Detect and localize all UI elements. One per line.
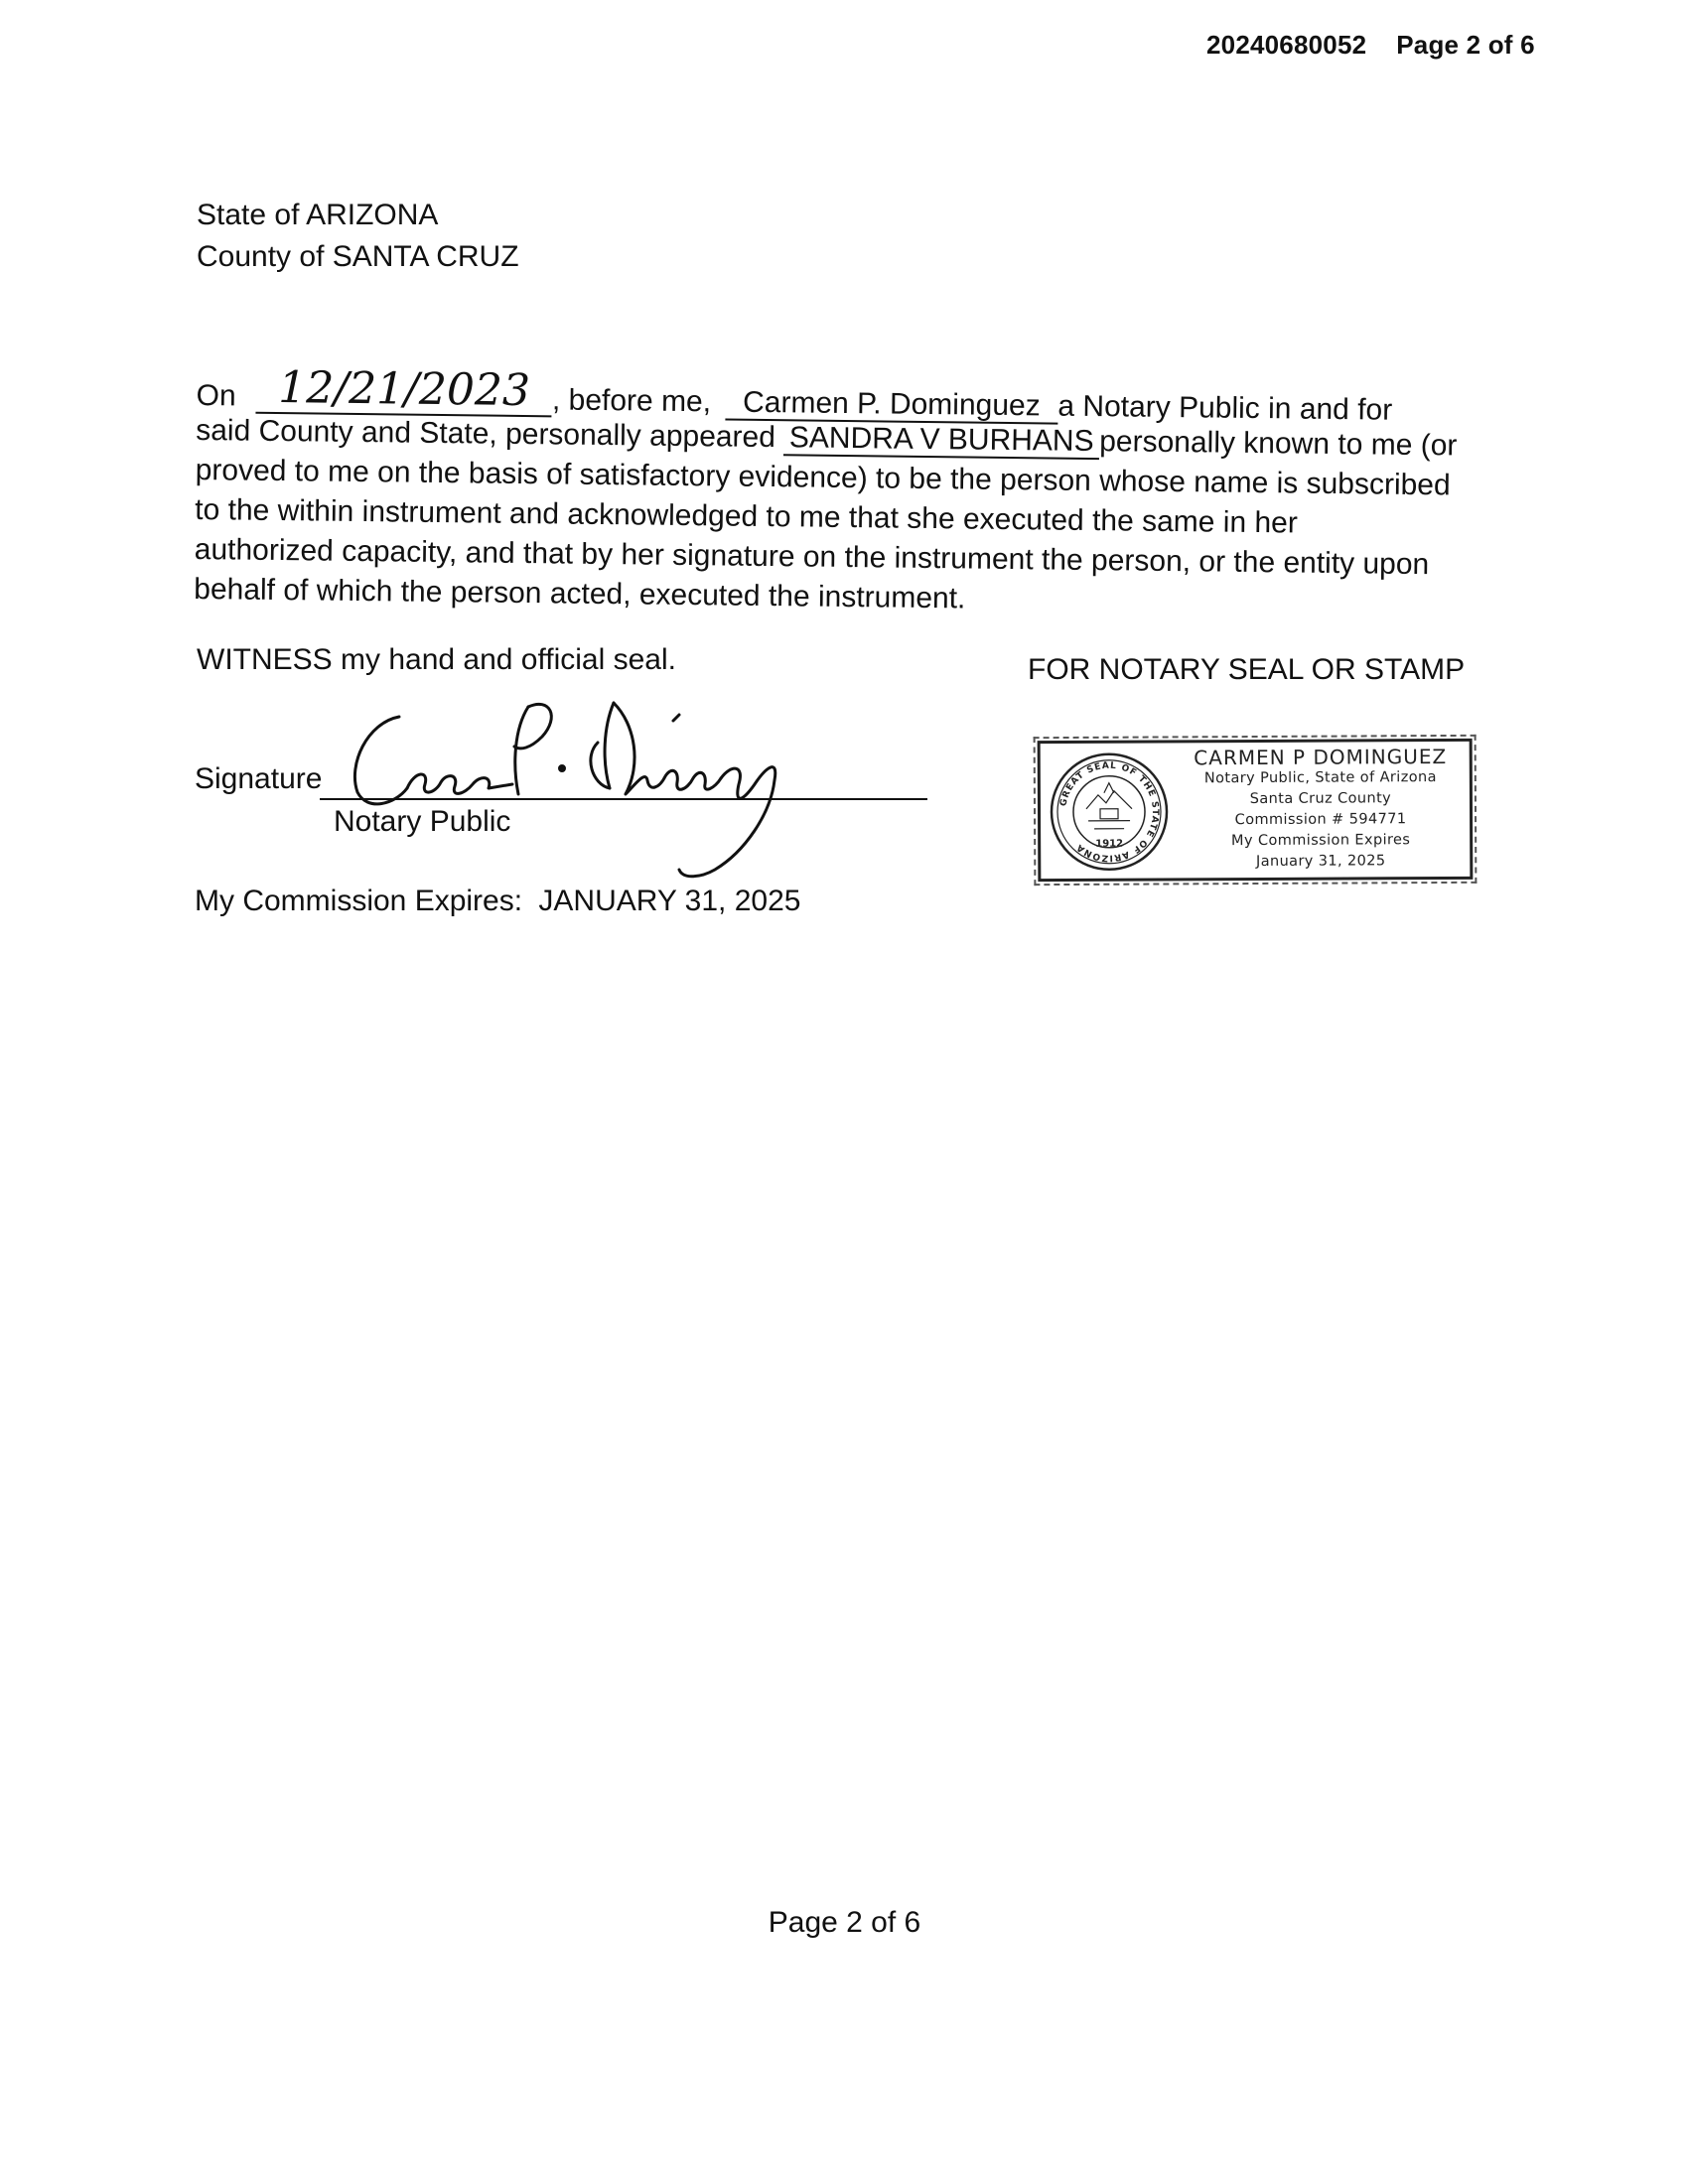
recording-header (1206, 30, 1535, 61)
commission-label: My Commission Expires: (195, 885, 523, 917)
notary-role-text: a Notary Public in and for (1057, 389, 1393, 427)
stamp-commission: Commission # 594771 (1234, 811, 1407, 829)
paragraph-line-5: authorized capacity, and that by her signature on the instrument the person, or the entity upon (194, 532, 1430, 582)
before-me-text: , before me, (551, 383, 712, 419)
footer-page-label: Page 2 of 6 (768, 1906, 921, 1939)
commission-date: JANUARY 31, 2025 (538, 885, 801, 917)
notary-public-label: Notary Public (334, 805, 511, 838)
seal-ring-text: GREAT SEAL OF THE STATE OF ARIZONA (1058, 760, 1161, 863)
header-page-label: Page 2 of 6 (1396, 30, 1535, 60)
witness-line: WITNESS my hand and official seal. (197, 643, 676, 676)
seal-heading: FOR NOTARY SEAL OR STAMP (1028, 653, 1466, 686)
appeared-text: said County and State, personally appeared (196, 413, 776, 455)
acknowledgment-paragraph (194, 362, 1487, 625)
stamp-expires-date: January 31, 2025 (1255, 853, 1386, 870)
document-number: 20240680052 (1206, 30, 1367, 60)
stamp-text-block (1172, 746, 1471, 874)
known-text: personally known to me (or (1099, 425, 1458, 463)
paragraph-line-3: proved to me on the basis of satisfactory evidence) to be the person whose name is subscribed (195, 453, 1451, 502)
state-line: State of ARIZONA (197, 199, 439, 231)
seal-year: 1912 (1095, 838, 1124, 850)
on-label: On (196, 378, 236, 413)
notary-signature-icon (338, 685, 804, 893)
notary-name-field: Carmen P. Dominguez (725, 386, 1057, 425)
stamp-expires-label: My Commission Expires (1230, 832, 1411, 850)
notary-stamp (1038, 739, 1474, 882)
county-line: County of SANTA CRUZ (197, 240, 519, 273)
arizona-state-seal-icon (1047, 749, 1173, 875)
commission-expires-line (195, 882, 800, 921)
paragraph-line-4: to the within instrument and acknowledged to me that she executed the same in her (195, 492, 1299, 540)
stamp-county: Santa Cruz County (1249, 790, 1392, 808)
paragraph-line-6: behalf of which the person acted, executed the instrument. (194, 572, 966, 615)
stamp-name: CARMEN P DOMINGUEZ (1194, 744, 1448, 770)
stamp-title: Notary Public, State of Arizona (1203, 769, 1437, 787)
signer-name-field: SANDRA V BURHANS (783, 421, 1099, 460)
signature-label: Signature (195, 762, 323, 795)
handwritten-date: 12/21/2023 (256, 364, 553, 418)
